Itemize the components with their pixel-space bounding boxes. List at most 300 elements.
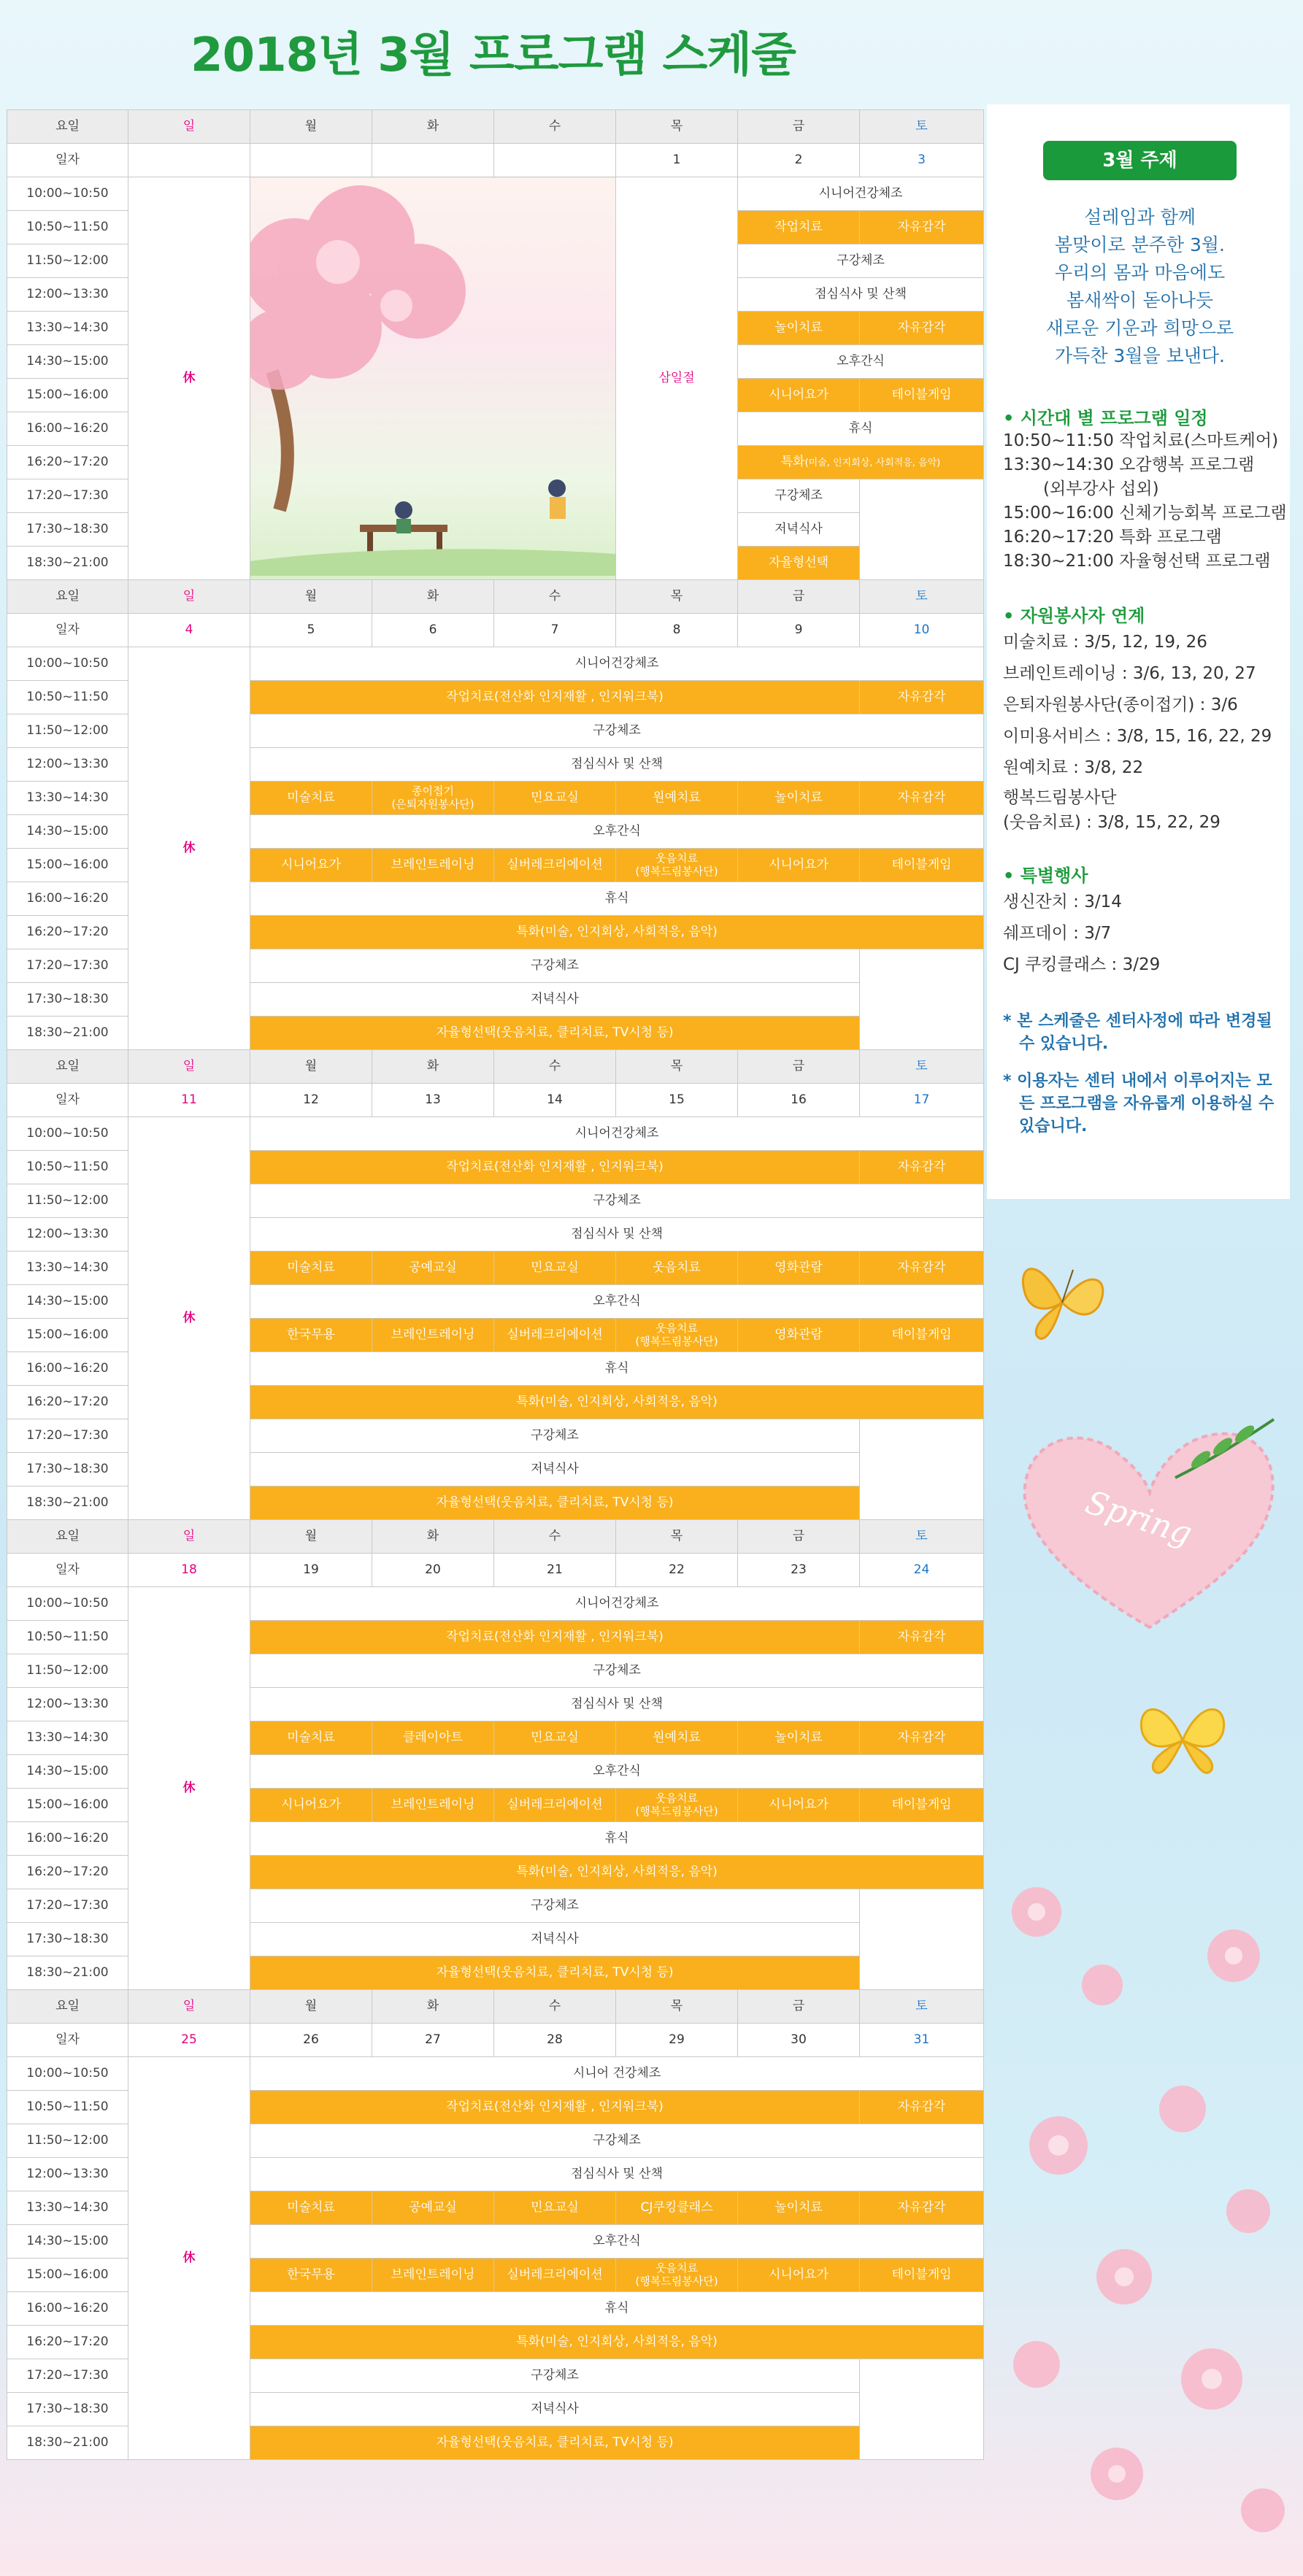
program-cell: 시니어건강체조 (250, 1117, 984, 1151)
date-cell: 21 (494, 1554, 616, 1587)
notice-free-use: * 이용자는 센터 내에서 이루어지는 모든 프로그램을 자유롭게 이용하실 수 있습니다. (1003, 1072, 1275, 1135)
program-label: 특화 (780, 454, 805, 469)
program-cell: 민요교실 (494, 1252, 616, 1285)
date-label: 일자 (7, 1554, 128, 1587)
program-cell: 테이블게임 (860, 2259, 984, 2292)
program-cell: 미술치료 (250, 1721, 372, 1755)
weekday-6: 금 (738, 110, 860, 144)
schedule-summary: 10:50~11:50 작업치료(스마트케어) 13:30~14:30 오감행복 프로그램 (외부강사 섭외) 15:00~16:00 신체기능회복 프로그램 16:20~17:20 특화 프로그램 18:30~21:00 자율형선택 프로그램 (1003, 431, 1287, 571)
date-cell: 26 (250, 2024, 372, 2057)
time-slot: 14:30~15:00 (7, 345, 128, 379)
time-slot: 17:20~17:30 (7, 2359, 128, 2393)
empty-cell (860, 479, 984, 580)
program-cell: 자유감각 (860, 1252, 984, 1285)
program-cell: 시니어요가 (738, 849, 860, 882)
time-slot: 17:20~17:30 (7, 1419, 128, 1453)
program-cell: 시니어 건강체조 (250, 2057, 984, 2091)
time-row (7, 2057, 984, 2091)
weekday-1: 일 (128, 1050, 250, 1084)
program-cell: 작업치료(전산화 인지재활 , 인지워크북) (250, 1621, 860, 1654)
time-slot: 18:30~21:00 (7, 547, 128, 580)
time-slot: 10:00~10:50 (7, 1587, 128, 1621)
info-panel (987, 104, 1290, 1199)
program-cell: 원예치료 (616, 1721, 738, 1755)
program-cell: 자유감각 (860, 1621, 984, 1654)
weekday-4: 수 (494, 1990, 616, 2024)
program-cell: 웃음치료 (616, 1252, 738, 1285)
date-label: 일자 (7, 1084, 128, 1117)
time-slot: 17:30~18:30 (7, 1453, 128, 1486)
time-slot: 11:50~12:00 (7, 714, 128, 748)
weekday-header-row (7, 1990, 984, 2024)
weekday-5: 목 (616, 1990, 738, 2024)
butterfly-yellow-icon (1131, 1693, 1234, 1788)
program-cell: CJ쿠킹클래스 (616, 2191, 738, 2225)
time-slot: 10:50~11:50 (7, 1151, 128, 1184)
program-cell: 오후간식 (738, 345, 984, 379)
date-label: 일자 (7, 144, 128, 177)
program-cell: 자유감각 (860, 2091, 984, 2124)
date-cell (250, 144, 372, 177)
program-cell: 작업치료(전산화 인지재활 , 인지워크북) (250, 2091, 860, 2124)
program-cell (616, 1319, 738, 1352)
weekday-7: 토 (860, 580, 984, 614)
holiday-cell: 삼일절 (616, 177, 738, 580)
program-cell: 영화관람 (738, 1319, 860, 1352)
weekday-2: 월 (250, 1990, 372, 2024)
date-cell: 4 (128, 614, 250, 647)
time-slot: 13:30~14:30 (7, 782, 128, 815)
time-slot: 11:50~12:00 (7, 1654, 128, 1688)
program-cell: 브레인트레이닝 (372, 1789, 494, 1822)
time-row (7, 1117, 984, 1151)
program-cell: 구강체조 (250, 1889, 860, 1923)
weekday-3: 화 (372, 580, 494, 614)
spring-illustration (250, 177, 616, 580)
date-cell: 28 (494, 2024, 616, 2057)
weekday-5: 목 (616, 110, 738, 144)
notice-schedule-change: * 본 스케줄은 센터사정에 따라 변경될 수 있습니다. (1003, 1012, 1272, 1053)
program-cell: 특화(미술, 인지회상, 사회적응, 음악) (250, 916, 984, 949)
time-slot: 17:30~18:30 (7, 1923, 128, 1956)
program-cell: 구강체조 (250, 2124, 984, 2158)
program-cell: 휴식 (250, 1822, 984, 1856)
event-list: 생신잔치 : 3/14 쉐프데이 : 3/7 CJ 쿠킹클래스 : 3/29 (1003, 892, 1161, 974)
time-slot: 13:30~14:30 (7, 312, 128, 345)
program-cell: 오후간식 (250, 2225, 984, 2259)
time-slot: 15:00~16:00 (7, 849, 128, 882)
program-cell: 구강체조 (250, 714, 984, 748)
program-cell: 놀이치료 (738, 782, 860, 815)
section-title-events: • 특별행사 (1003, 865, 1088, 886)
sunday-off-cell: 休 (128, 177, 250, 580)
volunteer-list: 미술치료 : 3/5, 12, 19, 26 브레인트레이닝 : 3/6, 13, 20, 27 은퇴자원봉사단(종이접기) : 3/6 이미용서비스 : 3/8, 15, 16, 22, 29 원예치료 : 3/8, 22 행복드림봉사단 (웃음치료) : 3/8, 15, 22, 29 (1003, 633, 1272, 832)
weekday-6: 금 (738, 1990, 860, 2024)
program-cell: 구강체조 (250, 1184, 984, 1218)
program-cell: 자유감각 (860, 1721, 984, 1755)
time-slot: 18:30~21:00 (7, 1017, 128, 1050)
program-cell (616, 1789, 738, 1822)
time-row (7, 177, 984, 211)
date-cell: 27 (372, 2024, 494, 2057)
weekday-label: 요일 (7, 1990, 128, 2024)
program-cell: 시니어건강체조 (250, 647, 984, 681)
date-cell: 18 (128, 1554, 250, 1587)
date-cell: 24 (860, 1554, 984, 1587)
time-slot: 11:50~12:00 (7, 244, 128, 278)
program-cell: 점심식사 및 산책 (250, 2158, 984, 2191)
date-cell: 11 (128, 1084, 250, 1117)
weekday-label: 요일 (7, 1520, 128, 1554)
program-cell: 점심식사 및 산책 (250, 1218, 984, 1252)
sunday-off-cell: 休 (128, 1587, 250, 1990)
time-slot: 16:00~16:20 (7, 412, 128, 446)
date-cell: 30 (738, 2024, 860, 2057)
weekday-7: 토 (860, 1520, 984, 1554)
time-slot: 16:20~17:20 (7, 916, 128, 949)
program-cell: 점심식사 및 산책 (738, 278, 984, 312)
program-cell: 자유감각 (860, 312, 984, 345)
weekday-1: 일 (128, 1990, 250, 2024)
time-slot: 11:50~12:00 (7, 2124, 128, 2158)
theme-intro: 설레임과 함께 봄맞이로 분주한 3월. 우리의 몸과 마음에도 봄새싹이 돋아나듯 새로운 기운과 희망으로 가득찬 3월을 보낸다. (1045, 207, 1234, 366)
time-slot: 18:30~21:00 (7, 2426, 128, 2460)
program-cell: 민요교실 (494, 1721, 616, 1755)
time-slot: 18:30~21:00 (7, 1956, 128, 1990)
program-cell: 저녁식사 (250, 1453, 860, 1486)
date-cell: 13 (372, 1084, 494, 1117)
program-cell: 작업치료 (738, 211, 860, 244)
weekday-3: 화 (372, 1990, 494, 2024)
program-cell: 구강체조 (738, 244, 984, 278)
weekday-2: 월 (250, 1520, 372, 1554)
schedule-table (7, 109, 983, 2460)
time-slot: 17:20~17:30 (7, 1889, 128, 1923)
time-slot: 11:50~12:00 (7, 1184, 128, 1218)
program-cell: 공예교실 (372, 2191, 494, 2225)
weekday-4: 수 (494, 580, 616, 614)
program-cell: 공예교실 (372, 1252, 494, 1285)
program-cell: 휴식 (250, 882, 984, 916)
date-cell: 1 (616, 144, 738, 177)
program-cell: 민요교실 (494, 782, 616, 815)
time-slot: 16:00~16:20 (7, 1822, 128, 1856)
date-cell: 31 (860, 2024, 984, 2057)
program-cell (616, 2259, 738, 2292)
program-cell: 작업치료(전산화 인지재활 , 인지워크북) (250, 1151, 860, 1184)
program-cell: 놀이치료 (738, 2191, 860, 2225)
program-detail: (은퇴자원봉사단) (391, 797, 474, 811)
weekday-1: 일 (128, 1520, 250, 1554)
weekday-5: 목 (616, 1520, 738, 1554)
time-slot: 15:00~16:00 (7, 1319, 128, 1352)
weekday-label: 요일 (7, 580, 128, 614)
date-row (7, 144, 984, 177)
time-slot: 10:00~10:50 (7, 177, 128, 211)
program-cell: 자율형선택(웃음치료, 클리치료, TV시청 등) (250, 2426, 860, 2460)
program-cell: 클레이아트 (372, 1721, 494, 1755)
program-cell: 놀이치료 (738, 312, 860, 345)
section-title-volunteers: • 자원봉사자 연계 (1003, 606, 1145, 626)
program-detail: (미술, 인지회상, 사회적응, 음악) (804, 457, 941, 468)
time-slot: 15:00~16:00 (7, 1789, 128, 1822)
date-cell: 15 (616, 1084, 738, 1117)
time-slot: 18:30~21:00 (7, 1486, 128, 1520)
program-cell: 미술치료 (250, 782, 372, 815)
time-slot: 17:30~18:30 (7, 2393, 128, 2426)
time-slot: 16:20~17:20 (7, 1856, 128, 1889)
program-detail: (행복드림봉사단) (635, 864, 718, 878)
time-slot: 16:20~17:20 (7, 446, 128, 479)
weekday-7: 토 (860, 110, 984, 144)
program-cell: 시니어건강체조 (738, 177, 984, 211)
weekday-3: 화 (372, 1520, 494, 1554)
time-slot: 17:20~17:30 (7, 949, 128, 983)
leaf-branch-icon (1168, 1416, 1277, 1481)
program-cell: 휴식 (250, 2292, 984, 2326)
time-slot: 17:30~18:30 (7, 513, 128, 547)
program-cell: 특화(미술, 인지회상, 사회적응, 음악) (250, 2326, 984, 2359)
date-cell: 8 (616, 614, 738, 647)
weekday-6: 금 (738, 1520, 860, 1554)
date-cell: 3 (860, 144, 984, 177)
date-cell: 20 (372, 1554, 494, 1587)
weekday-5: 목 (616, 580, 738, 614)
date-cell: 7 (494, 614, 616, 647)
time-slot: 16:00~16:20 (7, 1352, 128, 1386)
program-cell: 시니어요가 (738, 1789, 860, 1822)
date-label: 일자 (7, 614, 128, 647)
weekday-3: 화 (372, 110, 494, 144)
program-cell: 자율형선택(웃음치료, 클리치료, TV시청 등) (250, 1486, 860, 1520)
time-slot: 13:30~14:30 (7, 2191, 128, 2225)
program-cell: 테이블게임 (860, 1319, 984, 1352)
program-cell: 실버레크리에이션 (494, 1789, 616, 1822)
program-cell: 브레인트레이닝 (372, 1319, 494, 1352)
time-slot: 15:00~16:00 (7, 379, 128, 412)
time-row (7, 1587, 984, 1621)
date-cell: 9 (738, 614, 860, 647)
time-slot: 12:00~13:30 (7, 1218, 128, 1252)
program-cell (372, 782, 494, 815)
weekday-header-row (7, 580, 984, 614)
sunday-off-cell: 休 (128, 2057, 250, 2460)
weekday-1: 일 (128, 110, 250, 144)
time-slot: 10:00~10:50 (7, 1117, 128, 1151)
program-cell: 오후간식 (250, 815, 984, 849)
program-cell: 자율형선택(웃음치료, 클리치료, TV시청 등) (250, 1017, 860, 1050)
program-cell: 구강체조 (250, 949, 860, 983)
program-cell: 실버레크리에이션 (494, 1319, 616, 1352)
program-cell: 브레인트레이닝 (372, 849, 494, 882)
program-cell: 실버레크리에이션 (494, 2259, 616, 2292)
program-detail: (행복드림봉사단) (635, 2274, 718, 2288)
program-cell: 자율형선택 (738, 547, 860, 580)
time-slot: 10:50~11:50 (7, 681, 128, 714)
time-slot: 10:50~11:50 (7, 211, 128, 244)
program-cell: 시니어요가 (738, 379, 860, 412)
sunday-off-cell: 休 (128, 647, 250, 1050)
weekday-7: 토 (860, 1990, 984, 2024)
time-slot: 13:30~14:30 (7, 1721, 128, 1755)
program-cell: 자유감각 (860, 681, 984, 714)
date-cell: 29 (616, 2024, 738, 2057)
section-title-schedule: • 시간대 별 프로그램 일정 (1003, 408, 1208, 428)
program-cell: 작업치료(전산화 인지재활 , 인지워크북) (250, 681, 860, 714)
empty-cell (860, 1889, 984, 1990)
program-cell: 테이블게임 (860, 849, 984, 882)
program-cell: 구강체조 (250, 1654, 984, 1688)
weekday-3: 화 (372, 1050, 494, 1084)
date-row (7, 2024, 984, 2057)
program-cell: 저녁식사 (250, 1923, 860, 1956)
time-slot: 14:30~15:00 (7, 1285, 128, 1319)
program-cell: 시니어요가 (250, 1789, 372, 1822)
time-slot: 10:00~10:50 (7, 2057, 128, 2091)
time-row (7, 647, 984, 681)
weekday-6: 금 (738, 580, 860, 614)
weekday-label: 요일 (7, 1050, 128, 1084)
time-slot: 10:00~10:50 (7, 647, 128, 681)
time-slot: 12:00~13:30 (7, 1688, 128, 1721)
program-cell: 브레인트레이닝 (372, 2259, 494, 2292)
program-cell: 저녁식사 (738, 513, 860, 547)
time-slot: 16:20~17:20 (7, 2326, 128, 2359)
time-slot: 14:30~15:00 (7, 1755, 128, 1789)
program-cell: 자율형선택(웃음치료, 클리치료, TV시청 등) (250, 1956, 860, 1990)
date-row (7, 1084, 984, 1117)
time-slot: 12:00~13:30 (7, 278, 128, 312)
time-slot: 14:30~15:00 (7, 815, 128, 849)
program-cell: 한국무용 (250, 2259, 372, 2292)
program-cell: 구강체조 (250, 1419, 860, 1453)
weekday-header-row (7, 110, 984, 144)
weekday-label: 요일 (7, 110, 128, 144)
weekday-7: 토 (860, 1050, 984, 1084)
program-cell: 오후간식 (250, 1755, 984, 1789)
program-label: 웃음치료 (656, 2261, 698, 2275)
weekday-2: 월 (250, 110, 372, 144)
date-cell: 16 (738, 1084, 860, 1117)
time-slot: 14:30~15:00 (7, 2225, 128, 2259)
weekday-header-row (7, 1050, 984, 1084)
sunday-off-cell: 休 (128, 1117, 250, 1520)
date-cell: 5 (250, 614, 372, 647)
date-cell: 19 (250, 1554, 372, 1587)
program-cell: 저녁식사 (250, 983, 860, 1017)
program-cell (616, 849, 738, 882)
time-slot: 16:20~17:20 (7, 1386, 128, 1419)
empty-cell (860, 1419, 984, 1520)
program-label: 웃음치료 (656, 852, 698, 865)
theme-badge: 3월 주제 (1043, 141, 1237, 180)
program-cell: 놀이치료 (738, 1721, 860, 1755)
time-slot: 10:50~11:50 (7, 1621, 128, 1654)
heart-label: Spring (1080, 1484, 1197, 1553)
weekday-header-row (7, 1520, 984, 1554)
program-cell: 자유감각 (860, 1151, 984, 1184)
date-cell: 2 (738, 144, 860, 177)
program-detail: (행복드림봉사단) (635, 1334, 718, 1348)
time-slot: 15:00~16:00 (7, 2259, 128, 2292)
time-slot: 16:00~16:20 (7, 882, 128, 916)
program-cell: 점심식사 및 산책 (250, 1688, 984, 1721)
program-cell: 오후간식 (250, 1285, 984, 1319)
butterfly-orange-icon (1011, 1248, 1113, 1357)
program-cell: 테이블게임 (860, 379, 984, 412)
time-slot: 13:30~14:30 (7, 1252, 128, 1285)
program-label: 종이접기 (412, 784, 454, 798)
program-cell (738, 446, 984, 479)
cherry-blossom-icon (993, 1868, 1299, 2569)
time-slot: 12:00~13:30 (7, 2158, 128, 2191)
program-cell: 실버레크리에이션 (494, 849, 616, 882)
program-cell: 영화관람 (738, 1252, 860, 1285)
program-label: 웃음치료 (656, 1322, 698, 1335)
program-cell: 미술치료 (250, 1252, 372, 1285)
date-cell: 25 (128, 2024, 250, 2057)
time-slot: 12:00~13:30 (7, 748, 128, 782)
date-cell (372, 144, 494, 177)
program-cell: 한국무용 (250, 1319, 372, 1352)
cherry-tree-icon (250, 182, 615, 576)
program-cell: 저녁식사 (250, 2393, 860, 2426)
time-slot: 17:30~18:30 (7, 983, 128, 1017)
date-cell: 6 (372, 614, 494, 647)
weekday-5: 목 (616, 1050, 738, 1084)
date-cell: 10 (860, 614, 984, 647)
weekday-4: 수 (494, 1520, 616, 1554)
program-cell: 특화(미술, 인지회상, 사회적응, 음악) (250, 1386, 984, 1419)
program-cell: 자유감각 (860, 211, 984, 244)
date-cell: 12 (250, 1084, 372, 1117)
program-cell: 테이블게임 (860, 1789, 984, 1822)
program-cell: 구강체조 (738, 479, 860, 513)
program-cell: 구강체조 (250, 2359, 860, 2393)
weekday-2: 월 (250, 1050, 372, 1084)
program-detail: (행복드림봉사단) (635, 1804, 718, 1818)
empty-cell (860, 949, 984, 1050)
program-cell: 휴식 (250, 1352, 984, 1386)
date-cell: 23 (738, 1554, 860, 1587)
program-cell: 시니어요가 (250, 849, 372, 882)
page-title: 2018년 3월 프로그램 스케줄 (191, 28, 796, 82)
date-label: 일자 (7, 2024, 128, 2057)
program-cell: 시니어건강체조 (250, 1587, 984, 1621)
program-label: 웃음치료 (656, 1792, 698, 1805)
weekday-1: 일 (128, 580, 250, 614)
program-cell: 미술치료 (250, 2191, 372, 2225)
date-cell: 14 (494, 1084, 616, 1117)
date-row (7, 1554, 984, 1587)
program-cell: 점심식사 및 산책 (250, 748, 984, 782)
empty-cell (860, 2359, 984, 2460)
date-cell: 22 (616, 1554, 738, 1587)
date-cell (128, 144, 250, 177)
program-cell: 시니어요가 (738, 2259, 860, 2292)
date-cell (494, 144, 616, 177)
program-cell: 자유감각 (860, 2191, 984, 2225)
program-cell: 민요교실 (494, 2191, 616, 2225)
program-cell: 휴식 (738, 412, 984, 446)
date-cell: 17 (860, 1084, 984, 1117)
time-slot: 10:50~11:50 (7, 2091, 128, 2124)
weekday-4: 수 (494, 1050, 616, 1084)
program-cell: 자유감각 (860, 782, 984, 815)
time-slot: 16:00~16:20 (7, 2292, 128, 2326)
weekday-2: 월 (250, 580, 372, 614)
date-row (7, 614, 984, 647)
